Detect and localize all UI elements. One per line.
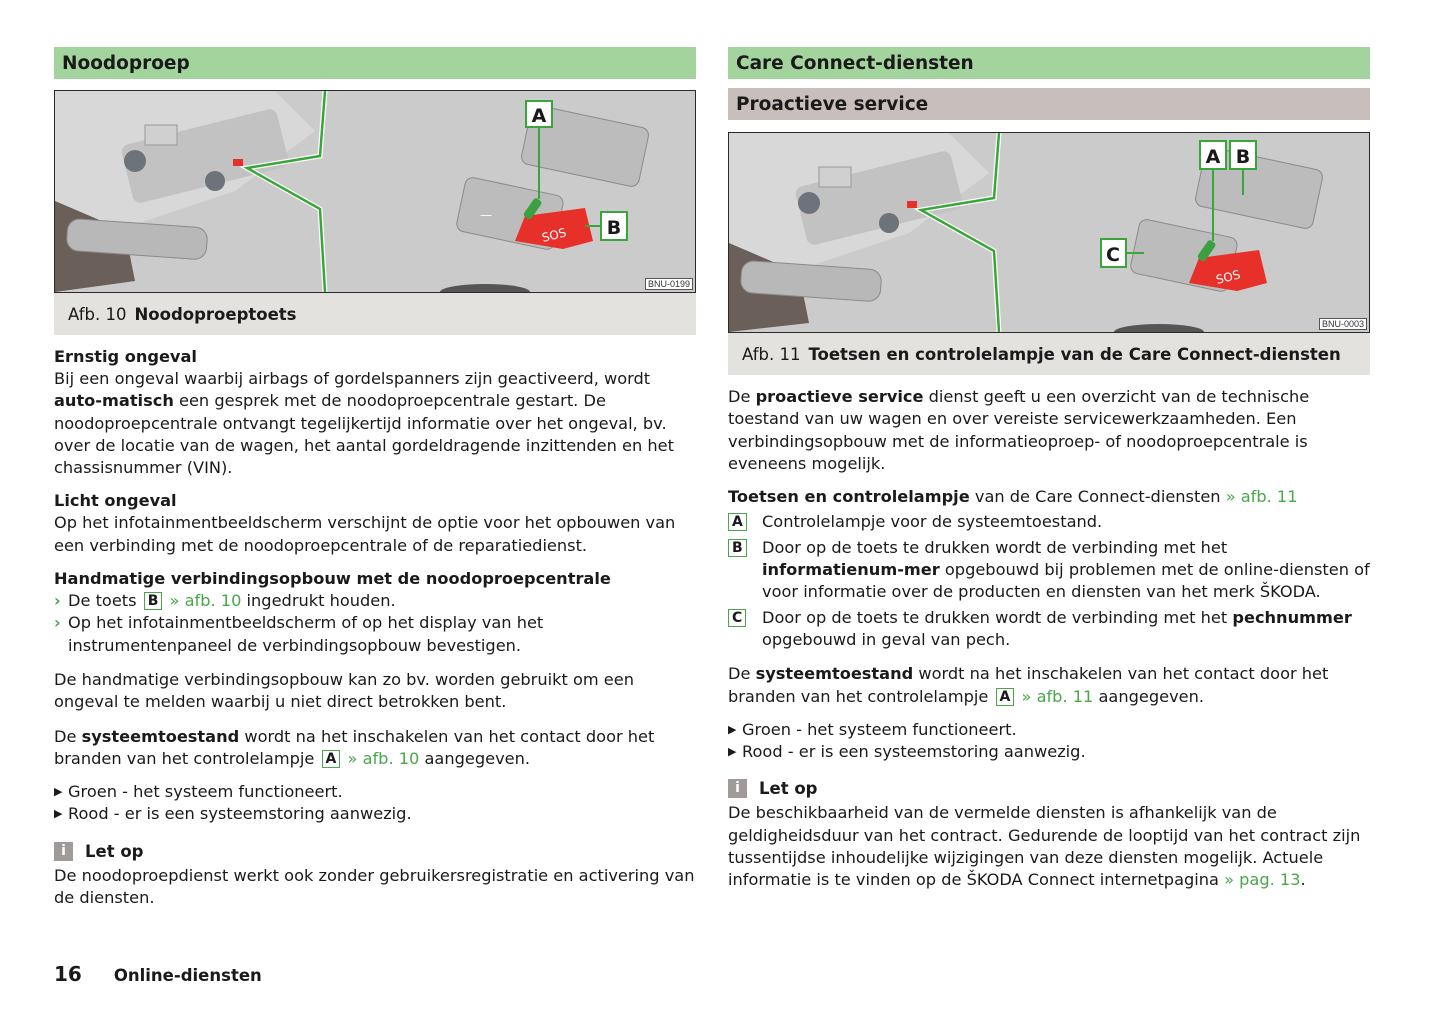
figure-emergency-button xyxy=(54,90,696,293)
svg-text:B: B xyxy=(606,217,622,239)
note-text: De beschikbaarheid van de vermelde diensten is afhankelijk van de geldigheidsduur van het contract. Gedurende de looptijd van het contract zijn tussentijdse inhoudelijke wijzigingen van deze diensten mogelijk. Actuele informatie is te vinden op de ŠKODA Connect internetpagina » pag. 13. xyxy=(728,803,1361,890)
status-item-green: ▶ Groen - het systeem functioneert. xyxy=(728,719,1370,741)
paragraph-severe-accident: Bij een ongeval waarbij airbags of gordelspanners zijn geactiveerd, wordt auto-matisch een gesprek met de noodoproepcentrale gestart. De noodoproepcentrale ontvangt tegelijkertijd informatie over het ongeval, bv. over de locatie van de wagen, het aantal gordeldragende inzittenden en het chassisnummer (VIN). xyxy=(54,369,674,478)
chapter-title: Online-diensten xyxy=(113,966,262,985)
status-item-green: ▶ Groen - het systeem functioneert. xyxy=(54,781,696,803)
right-column xyxy=(728,47,1370,892)
step-2: › Op het infotainmentbeeldscherm of op het display van het instrumentenpaneel de verbindingsopbouw bevestigen. xyxy=(54,612,696,657)
svg-text:A: A xyxy=(1205,146,1221,168)
key-a-marker: A xyxy=(728,513,747,531)
keys-heading: Toetsen en controlelampje van de Care Connect-diensten » afb. 11 xyxy=(728,487,1298,507)
figure-care-connect-buttons xyxy=(728,132,1370,333)
svg-text:B: B xyxy=(1235,146,1251,168)
key-b-marker: B xyxy=(144,592,163,610)
paragraph-system-status: De systeemtoestand wordt na het inschakelen van het contact door het branden van het controlelampje A » afb. 10 aangegeven. xyxy=(54,726,655,768)
status-item-red: ▶ Rood - er is een systeemstoring aanwezig. xyxy=(54,803,696,825)
figure-code: BNU-0199 xyxy=(645,278,693,290)
figure-caption xyxy=(54,293,696,335)
figure-number: Afb. 10 xyxy=(68,305,127,324)
section-title: Care Connect-diensten xyxy=(728,47,1370,79)
triangle-bullet-icon: ▶ xyxy=(54,785,63,799)
info-icon: i xyxy=(54,842,73,861)
paragraph-light-accident: Op het infotainmentbeeldscherm verschijnt de optie voor het opbouwen van een verbinding met de noodoproepcentrale of de reparatiedienst. xyxy=(54,513,676,555)
figure-link[interactable]: » afb. 11 xyxy=(1021,686,1094,706)
step-1: › De toets B » afb. 10 ingedrukt houden. xyxy=(54,590,696,612)
svg-text:SOS: SOS xyxy=(540,225,568,245)
key-b-marker: B xyxy=(728,539,747,557)
left-column xyxy=(54,47,696,909)
figure-code: BNU-0003 xyxy=(1319,318,1367,330)
paragraph-proactive-intro: De proactieve service dienst geeft u een overzicht van de technische toestand van uw wagen en over vereiste servicewerkzaamheden. Een verbindingsopbouw met de informatieoproep- of noodoproepcentrale is eveneens mogelijk. xyxy=(728,387,1310,473)
page-number: 16 xyxy=(54,962,82,986)
figure-link[interactable]: » afb. 10 xyxy=(169,591,242,611)
step-arrow-icon: › xyxy=(54,591,61,611)
legend-item-c: C Door op de toets te drukken wordt de verbinding met het pechnummer opgebouwd in geval van pech. xyxy=(728,607,1370,652)
step-arrow-icon: › xyxy=(54,613,61,633)
status-item-red: ▶ Rood - er is een systeemstoring aanwezig. xyxy=(728,741,1370,763)
figure-title: Noodoproeptoets xyxy=(134,305,297,324)
key-c-marker: C xyxy=(728,609,746,627)
overhead-console-illustration xyxy=(729,133,1369,332)
page-link[interactable]: » pag. 13 xyxy=(1224,870,1301,890)
legend-item-b: B Door op de toets te drukken wordt de verbinding met het informatienum-mer opgebouwd bij problemen met de online-diensten of voor informatie over de producten en diensten van het merk ŠKODA. xyxy=(728,537,1370,604)
page-footer xyxy=(54,962,262,986)
section-title: Noodoproep xyxy=(54,47,696,79)
note-text: De noodoproepdienst werkt ook zonder gebruikersregistratie en activering van de diensten. xyxy=(54,865,695,908)
legend-item-a: A Controlelampje voor de systeemtoestand. xyxy=(728,511,1370,533)
figure-title: Toetsen en controlelampje van de Care Connect-diensten xyxy=(808,345,1341,364)
subsection-title: Proactieve service xyxy=(728,88,1370,120)
heading-manual-connection: Handmatige verbindingsopbouw met de noodoproepcentrale xyxy=(54,569,611,589)
svg-text:SOS: SOS xyxy=(1214,267,1242,287)
note-heading: i Let op xyxy=(54,842,696,861)
figure-link[interactable]: » afb. 11 xyxy=(1225,487,1298,507)
svg-text:A: A xyxy=(531,105,547,127)
heading-severe-accident: Ernstig ongeval xyxy=(54,347,197,366)
heading-light-accident: Licht ongeval xyxy=(54,491,177,511)
overhead-console-illustration xyxy=(55,91,695,292)
key-a-marker: A xyxy=(322,750,341,768)
triangle-bullet-icon: ▶ xyxy=(728,745,737,759)
paragraph-system-status: De systeemtoestand wordt na het inschakelen van het contact door het branden van het controlelampje A » afb. 11 aangegeven. xyxy=(728,664,1329,706)
note-heading: i Let op xyxy=(728,779,1370,798)
figure-caption xyxy=(728,333,1370,375)
figure-number: Afb. 11 xyxy=(742,345,801,364)
triangle-bullet-icon: ▶ xyxy=(728,722,737,736)
svg-text:C: C xyxy=(1106,244,1120,266)
info-icon: i xyxy=(728,779,747,798)
triangle-bullet-icon: ▶ xyxy=(54,807,63,821)
figure-link[interactable]: » afb. 10 xyxy=(347,748,420,768)
key-a-marker: A xyxy=(996,688,1015,706)
svg-text:—: — xyxy=(480,208,492,222)
paragraph-manual-note: De handmatige verbindingsopbouw kan zo bv. worden gebruikt om een ongeval te melden waarbij u niet direct betrokken bent. xyxy=(54,669,634,712)
